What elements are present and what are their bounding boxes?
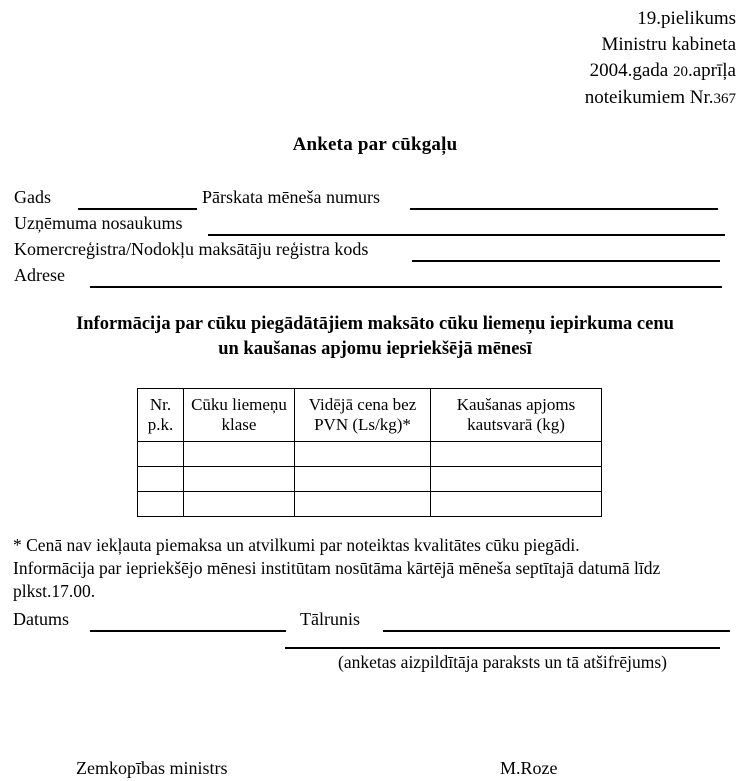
datums-input-rule[interactable] [90, 630, 286, 632]
table-header-cena [295, 389, 431, 442]
header-line-cabinet: Ministru kabineta [601, 34, 736, 55]
table-cell-cena[interactable] [295, 467, 431, 492]
table-cell-klase[interactable] [184, 492, 295, 517]
field-row-adrese [14, 264, 736, 290]
header-reg-number: 367 [713, 91, 736, 107]
table-cell-apjoms[interactable] [431, 467, 602, 492]
adrese-label: Adrese [14, 265, 65, 285]
table-header-row [138, 389, 602, 442]
komercregistra-kods-input-rule[interactable] [412, 260, 720, 262]
header-line-appendix: 19.pielikums [637, 8, 736, 29]
header-line-regulation [585, 85, 736, 112]
parskata-menesa-numurs-label: Pārskata mēneša numurs [202, 187, 380, 207]
instruction-text: Informācija par iepriekšējo mēnesi institūtam nosūtāma kārtējā mēneša septītajā datumā līdz plkst.17.00. [13, 558, 661, 601]
table-header-apjoms-line1: Kaušanas apjoms [456, 395, 576, 414]
minister-name: M.Roze [500, 758, 558, 778]
form-fields [14, 186, 736, 290]
adrese-input-rule[interactable] [90, 286, 722, 288]
parskata-menesa-numurs-input-rule[interactable] [410, 208, 718, 210]
header-date-month: .aprīļa [687, 60, 736, 81]
table-row [138, 442, 602, 467]
pig-carcass-data-table [137, 388, 602, 517]
field-row-uznemuma-nosaukums [14, 212, 736, 238]
table-cell-klase[interactable] [184, 442, 295, 467]
table-cell-nr[interactable] [138, 492, 184, 517]
talrunis-input-rule[interactable] [383, 630, 730, 632]
page-title: Anketa par cūkgaļu [292, 134, 458, 155]
bottom-fields [0, 608, 750, 634]
table-cell-klase[interactable] [184, 467, 295, 492]
header-date-year: 2004.gada [589, 60, 669, 81]
section-heading [10, 312, 740, 362]
table-header-cena-line1: Vidējā cena bez [308, 395, 417, 414]
table-header-nr [138, 389, 184, 442]
table-header-nr-line2: p.k. [147, 415, 174, 434]
komercregistra-kods-label: Komercreģistra/Nodokļu maksātāju reģistra kods [14, 239, 369, 259]
section-heading-line2: un kaušanas apjomu iepriekšējā mēnesī [218, 339, 532, 359]
gads-label: Gads [14, 187, 51, 207]
field-row-gads [14, 186, 736, 212]
document-header [585, 6, 736, 112]
table-cell-cena[interactable] [295, 492, 431, 517]
table-header-klase-line1: Cūku liemeņu [191, 395, 287, 414]
signature-input-rule[interactable] [285, 647, 720, 649]
field-row-komercregistra-kods [14, 238, 736, 264]
table-cell-apjoms[interactable] [431, 492, 602, 517]
table-header-apjoms [431, 389, 602, 442]
table-header-nr-line1: Nr. [149, 395, 172, 414]
table-row [138, 492, 602, 517]
talrunis-label: Tālrunis [300, 609, 360, 629]
table-cell-nr[interactable] [138, 467, 184, 492]
uznemuma-nosaukums-label: Uzņēmuma nosaukums [14, 213, 183, 233]
field-row-datums-talrunis [0, 608, 750, 634]
gads-input-rule[interactable] [78, 208, 197, 210]
table-header-cena-line2: PVN (Ls/kg)* [314, 415, 411, 434]
section-heading-line1: Informācija par cūku piegādātājiem maksāto cūku liemeņu iepirkuma cenu [76, 314, 674, 334]
table-header-apjoms-line2: kautsvarā (kg) [467, 415, 565, 434]
table-cell-nr[interactable] [138, 442, 184, 467]
table-header-klase-line2: klase [221, 415, 257, 434]
table-cell-cena[interactable] [295, 442, 431, 467]
datums-label: Datums [13, 609, 69, 629]
table-cell-apjoms[interactable] [431, 442, 602, 467]
minister-title: Zemkopības ministrs [76, 758, 228, 778]
footnote-text: * Cenā nav iekļauta piemaksa un atvilkumi par noteiktas kvalitātes cūku piegādi. [13, 535, 580, 555]
header-line-date [585, 58, 736, 85]
uznemuma-nosaukums-input-rule[interactable] [208, 234, 725, 236]
table-header-klase [184, 389, 295, 442]
signature-caption: (anketas aizpildītāja paraksts un tā atšifrējums) [338, 652, 667, 672]
header-reg-prefix: noteikumiem Nr. [584, 87, 714, 108]
header-date-day: 20 [672, 64, 688, 80]
notes-block [13, 534, 731, 603]
table-row [138, 467, 602, 492]
